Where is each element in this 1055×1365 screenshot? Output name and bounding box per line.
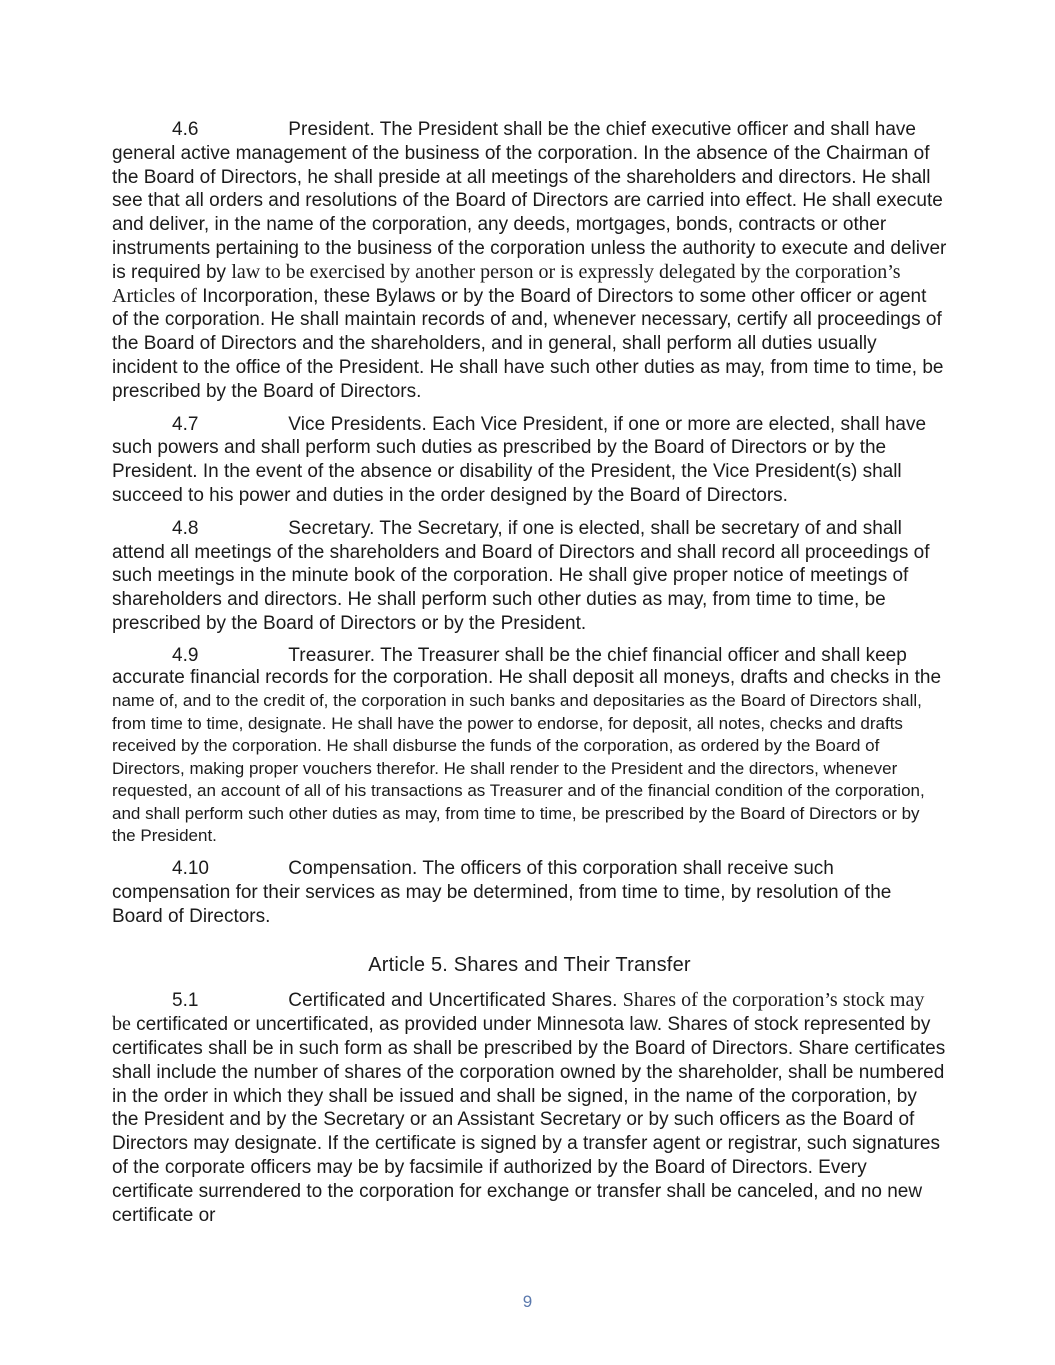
- section-4-6: [112, 118, 947, 404]
- section-5-1: [112, 989, 947, 1227]
- section-heading: Treasurer.: [288, 644, 376, 666]
- section-heading: Certificated and Uncertificated Shares.: [288, 990, 618, 1012]
- section-number: 5.1: [172, 990, 199, 1012]
- section-body: Incorporation, these Bylaws or by the Board of Directors to some other officer or agent of the corporation. He shall maintain records of and, whenever necessary, certify all proceedings of the Board of Directors and the shareholders, and in general, shall perform all duties usually incident to the office of the President. He shall have such other duties as may, from time to time, be prescribed by the Board of Directors.: [112, 285, 944, 402]
- section-body: Each Vice President, if one or more are elected, shall have such powers and shall perform such duties as prescribed by the Board of Directors or by the President. In the event of the absence or disability of the President, the Vice President(s) shall succeed to his power and duties in the order designed by the Board of Directors.: [112, 413, 927, 506]
- section-4-7: [112, 413, 947, 508]
- section-heading: President.: [288, 119, 375, 140]
- section-4-10: [112, 857, 947, 928]
- section-number: 4.7: [172, 413, 199, 435]
- document-content: [112, 118, 947, 1236]
- section-body-serif: Shares of the corporation’s stock may be: [112, 989, 925, 1036]
- section-body: The Secretary, if one is elected, shall be secretary of and shall attend all meetings of the shareholders and Board of Directors and shall record all proceedings of such meetings in the minute book of the corporation. He shall give proper notice of meetings of shareholders and directors. He shall perform such other duties as may, from time to time, be prescribed by the Board of Directors or by the President.: [112, 517, 930, 634]
- section-heading: Vice Presidents.: [288, 413, 427, 435]
- section-body-small: name of, and to the credit of, the corporation in such banks and depositaries as the Board of Directors shall, from time to time, designate. He shall have the power to endorse, for deposit, all notes, checks and drafts received by the corporation. He shall disburse the funds of the corporation, as ordered by the Board of Directors, making proper vouchers therefor. He shall render to the President and the directors, whenever requested, an account of all of his transactions as Treasurer and of the financial condition of the corporation, and shall perform such other duties as may, from time to time, be prescribed by the Board of Directors or by the President.: [112, 690, 925, 846]
- section-heading: Secretary.: [288, 517, 375, 539]
- section-heading: Compensation.: [288, 858, 418, 880]
- section-body: The President shall be the chief executive officer and shall have general active management of the business of the corporation. In the absence of the Chairman of the Board of Directors, he shall preside at all meetings of the shareholders and directors. He shall see that all orders and resolutions of the Board of Directors are carried into effect. He shall execute and deliver, in the name of the corporation, any deeds, mortgages, bonds, contracts or other instruments pertaining to the business of the corporation unless the authority to execute and deliver is required by: [112, 119, 947, 283]
- page-number: 9: [522, 1292, 533, 1311]
- section-body: The officers of this corporation shall receive such compensation for their services as may be determined, from time to time, by resolution of the Board of Directors.: [112, 858, 892, 927]
- section-number: 4.9: [172, 644, 199, 666]
- section-body: certificated or uncertificated, as provided under Minnesota law. Shares of stock represented by certificates shall be in such form as shall be prescribed by the Board of Directors. Share certificates shall include the number of shares of the corporation owned by the shareholder, shall be numbered in the order in which they shall be issued and shall be signed, in the name of the corporation, by the President and by the Secretary or an Assistant Secretary or by such officers as the Board of Directors may designate. If the certificate is signed by a transfer agent or registrar, such signatures of the corporate officers may be by facsimile if authorized by the Board of Directors. Every certificate surrendered to the corporation for exchange or transfer shall be canceled, and no new certificate or: [112, 1014, 946, 1226]
- section-body-serif: law to be exercised by another person or is expressly delegated by the corporation’s Articles of: [112, 260, 901, 307]
- section-body: The Treasurer shall be the chief financial officer and shall keep accurate financial records for the corporation. He shall deposit all moneys, drafts and checks in the: [112, 644, 942, 689]
- section-number: 4.6: [172, 119, 199, 140]
- article-5-heading: Article 5. Shares and Their Transfer: [368, 954, 691, 977]
- section-4-8: [112, 517, 947, 636]
- section-number: 4.8: [172, 517, 199, 539]
- section-number: 4.10: [172, 858, 209, 880]
- section-4-9: [112, 645, 947, 848]
